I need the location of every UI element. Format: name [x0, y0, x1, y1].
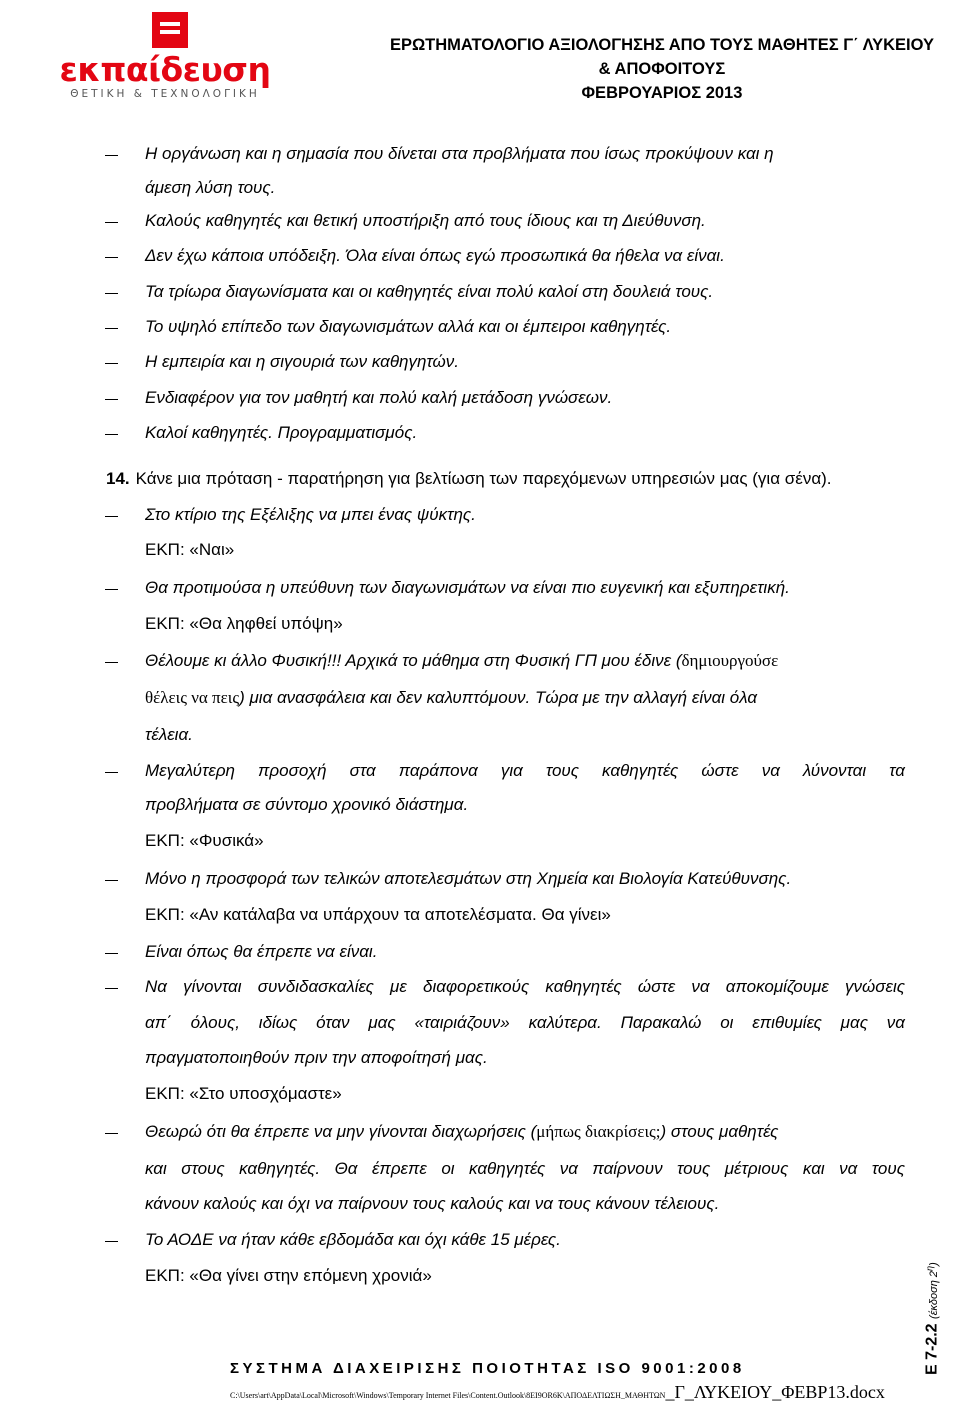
edition-label: (έκδοση 2: [927, 1270, 940, 1319]
list-item-continued: άμεση λύση τους.: [145, 178, 276, 197]
answer-item-continued: απ΄ όλους, ιδίως όταν μας «ταιριάζουν» καλύτερα. Παρακαλώ οι επιθυμίες μας να: [145, 1013, 905, 1032]
list-item: Η οργάνωση και η σημασία που δίνεται στα προβλήματα που ίσως προκύψουν και η: [145, 144, 774, 163]
answer-item: Είναι όπως θα έπρεπε να είναι.: [145, 942, 378, 961]
editor-note: δημιουργούσε: [681, 651, 779, 670]
answer-item-continued: τέλεια.: [145, 725, 193, 744]
quality-system-footer: ΣΥΣΤΗΜΑ ΔΙΑΧΕΙΡΙΣΗΣ ΠΟΙΟΤΗΤΑΣ ISO 9001:2008: [230, 1360, 745, 1377]
answer-item: [145, 649, 778, 673]
list-dash: [105, 363, 118, 364]
edition-close: ): [927, 1262, 940, 1266]
answer-item-continued: και στους καθηγητές. Θα έπρεπε οι καθηγητές να παίρνουν τους μέτριους και να τους: [145, 1159, 905, 1178]
ekp-reply: ΕΚΠ: «Αν κατάλαβα να υπάρχουν τα αποτελέσματα. Θα γίνει»: [145, 905, 611, 924]
question-number: 14.: [106, 469, 130, 488]
list-dash: [105, 293, 118, 294]
list-dash: [105, 988, 118, 989]
editor-note: θέλεις να πεις: [145, 688, 240, 707]
answer-item: Στο κτίριο της Εξέλιξης να μπει ένας ψύκτης.: [145, 505, 476, 524]
list-item: Η εμπειρία και η σιγουριά των καθηγητών.: [145, 352, 460, 371]
answer-item-continued: προβλήματα σε σύντομο χρονικό διάστημα.: [145, 795, 469, 814]
answer-item: Μόνο η προσφορά των τελικών αποτελεσμάτων στη Χημεία και Βιολογία Κατεύθυνσης.: [145, 869, 792, 888]
company-logo: [55, 8, 275, 103]
list-item: Καλούς καθηγητές και θετική υποστήριξη από τους ίδιους και τη Διεύθυνση.: [145, 211, 706, 230]
ekp-reply: ΕΚΠ: «Ναι»: [145, 540, 235, 559]
answer-item: Μεγαλύτερη προσοχή στα παράπονα για τους καθηγητές ώστε να λύνονται τα: [145, 761, 905, 780]
list-dash: [105, 257, 118, 258]
logo-wordmark: εκπαίδευση: [59, 50, 271, 89]
document-header: [390, 33, 934, 105]
file-path: [230, 1382, 885, 1403]
list-dash: [105, 516, 118, 517]
document-code: [918, 1262, 945, 1375]
list-dash: [105, 953, 118, 954]
list-dash: [105, 399, 118, 400]
logo-tagline: ΘΕΤΙΚΗ & ΤΕΧΝΟΛΟΓΙΚΗ: [70, 88, 260, 100]
answer-text: ) στους μαθητές: [660, 1122, 779, 1141]
answer-text: Θέλουμε κι άλλο Φυσική!!! Αρχικά το μάθημα στη Φυσική ΓΠ μου έδινε (: [145, 651, 682, 670]
answer-item-continued: πραγματοποιηθούν πριν την αποφοίτησή μας.: [145, 1048, 488, 1067]
logo-mark-icon: [152, 12, 188, 48]
ekp-reply: ΕΚΠ: «Θα γίνει στην επόμενη χρονιά»: [145, 1266, 432, 1285]
answer-item: Το ΑΟΔΕ να ήταν κάθε εβδομάδα και όχι κάθε 15 μέρες.: [145, 1230, 561, 1249]
question-14: [106, 467, 832, 491]
answer-text: Θεωρώ ότι θα έπρεπε να μην γίνονται διαχωρήσεις (: [145, 1122, 537, 1141]
list-dash: [105, 880, 118, 881]
list-dash: [105, 662, 118, 663]
document-edition: [924, 1262, 940, 1319]
list-dash: [105, 772, 118, 773]
answer-item: Θα προτιμούσα η υπεύθυνη των διαγωνισμάτων να είναι πιο ευγενική και εξυπηρετική.: [145, 578, 790, 597]
edition-superscript: η: [924, 1265, 934, 1271]
file-name: _Γ_ΛΥΚΕΙΟΥ_ΦΕΒΡ13.docx: [665, 1382, 885, 1402]
list-dash: [105, 155, 118, 156]
ekp-reply: ΕΚΠ: «Φυσικά»: [145, 831, 264, 850]
answer-text: ) μια ανασφάλεια και δεν καλυπτόμουν. Τώρα με την αλλαγή είναι όλα: [239, 688, 758, 707]
list-dash: [105, 589, 118, 590]
list-item: Δεν έχω κάποια υπόδειξη. Όλα είναι όπως εγώ προσωπικά θα ήθελα να είναι.: [145, 246, 725, 265]
header-subtitle: & ΑΠΟΦΟΙΤΟΥΣ: [598, 60, 726, 78]
list-item: Καλοί καθηγητές. Προγραμματισμός.: [145, 423, 418, 442]
ekp-reply: ΕΚΠ: «Στο υποσχόμαστε»: [145, 1084, 342, 1103]
ekp-reply: ΕΚΠ: «Θα ληφθεί υπόψη»: [145, 614, 343, 633]
list-dash: [105, 222, 118, 223]
list-item: Τα τρίωρα διαγωνίσματα και οι καθηγητές είναι πολύ καλοί στη δουλειά τους.: [145, 282, 714, 301]
header-date: ΦΕΒΡΟΥΑΡΙΟΣ 2013: [581, 84, 743, 102]
file-path-dir: C:\Users\art\AppData\Local\Microsoft\Windows\Temporary Internet Files\Content.Outlook\8EI9OR6K\ΑΠΟΔΕΛΤΙΩΣΗ_ΜΑΘΗΤΩΝ: [230, 1391, 666, 1400]
question-text: Κάνε μια πρόταση - παρατήρηση για βελτίωση των παρεχόμενων υπηρεσιών μας (για σένα).: [135, 469, 832, 488]
list-dash: [105, 1133, 118, 1134]
document-code-number: Ε 7-2.2: [923, 1323, 941, 1375]
answer-item: [145, 1120, 778, 1144]
answer-item: Να γίνονται συνδιδασκαλίες με διαφορετικούς καθηγητές ώστε να αποκομίζουμε γνώσεις: [145, 977, 905, 996]
header-title: ΕΡΩΤΗΜΑΤΟΛΟΓΙΟ ΑΞΙΟΛΟΓΗΣΗΣ ΑΠΟ ΤΟΥΣ ΜΑΘΗΤΕΣ Γ΄ ΛΥΚΕΙΟΥ: [389, 36, 934, 54]
list-item: Ενδιαφέρον για τον μαθητή και πολύ καλή μετάδοση γνώσεων.: [145, 388, 613, 407]
answer-item-continued: [145, 686, 757, 710]
editor-note: μήπως διακρίσεις;: [536, 1122, 661, 1141]
list-dash: [105, 328, 118, 329]
answer-item-continued: κάνουν καλούς και όχι να παίρνουν τους καλούς και να τους κάνουν τέλειους.: [145, 1194, 720, 1213]
list-dash: [105, 434, 118, 435]
list-item: Το υψηλό επίπεδο των διαγωνισμάτων αλλά και οι έμπειροι καθηγητές.: [145, 317, 672, 336]
list-dash: [105, 1241, 118, 1242]
